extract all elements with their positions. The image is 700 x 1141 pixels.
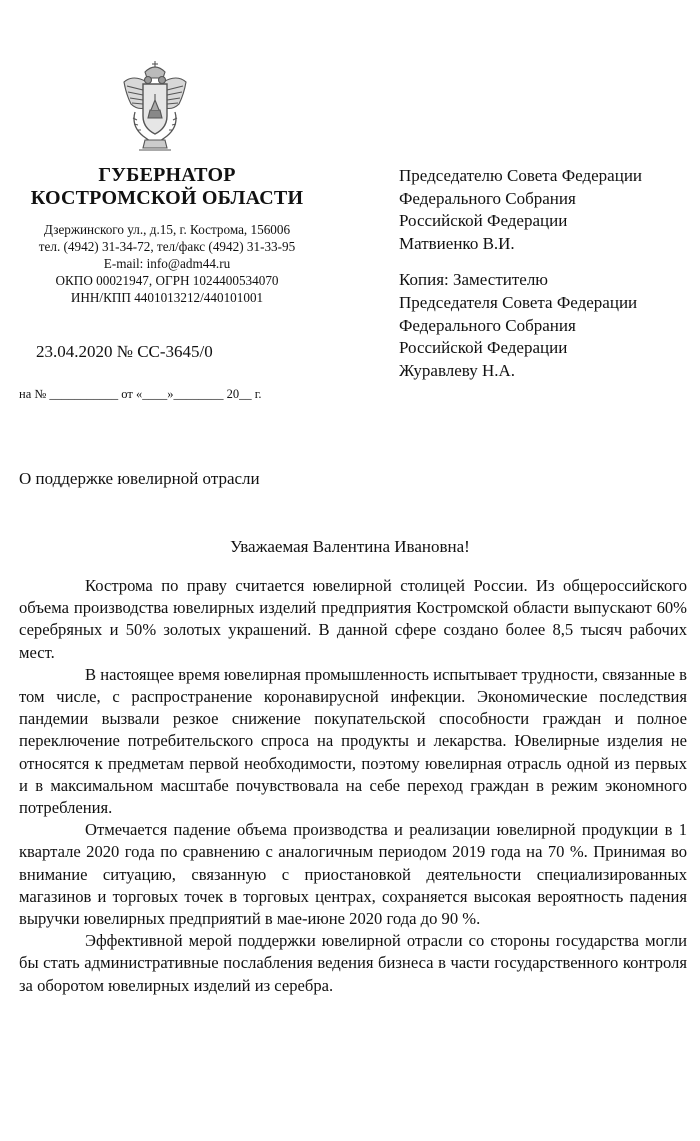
body-paragraph: Эффективной мерой поддержки ювелирной отрасли со стороны государства могли бы стать административные послабления ведения бизнеса в части государственного контроля за оборотом ювелирных изделий из серебра. <box>19 931 687 995</box>
sender-phone: тел. (4942) 31-34-72, тел/факс (4942) 31-33-95 <box>38 239 296 254</box>
body-paragraph: Кострома по праву считается ювелирной столицей России. Из общероссийского объема производства ювелирных изделий предприятия Костромской области выпускают 60% серебряных и 50% золотых украшений. В данной сфере создано более 8,5 тысяч рабочих мест. <box>19 576 687 662</box>
registration-number: 23.04.2020 № СС-3645/0 <box>36 342 213 361</box>
recipient-line: Председателю Совета Федерации <box>399 166 643 185</box>
sender-email: E-mail: info@adm44.ru <box>103 256 231 271</box>
copy-name: Журавлеву Н.А. <box>399 360 516 380</box>
copy-line: Председателя Совета Федерации <box>399 292 638 312</box>
recipient-name: Матвиенко В.И. <box>399 233 515 253</box>
coat-of-arms-icon <box>121 60 189 152</box>
salutation: Уважаемая Валентина Ивановна! <box>230 537 470 556</box>
copy-line: Российской Федерации <box>399 338 568 358</box>
sender-title-line2: КОСТРОМСКОЙ ОБЛАСТИ <box>30 187 304 209</box>
addressee-block <box>399 165 699 382</box>
body-paragraph: В настоящее время ювелирная промышленность испытывает трудности, связанные в том числе, с распространение коронавирусной инфекции. Экономические последствия пандемии вызвали резкое снижение покупательской способности граждан и полное переключение потребительского спроса на продукты и лекарства. Ювелирные изделия не относятся к предметам первой необходимости, поэтому ювелирная отрасль одной из первых и в максимальном масштабе почувствовала на себе переход граждан в режим экономного потребления. <box>19 664 687 818</box>
recipient-line: Федерального Собрания <box>399 188 576 208</box>
sender-address: Дзержинского ул., д.15, г. Кострома, 156006 <box>43 222 291 237</box>
sender-contacts <box>8 221 326 306</box>
letter-body <box>19 575 687 997</box>
addressee-spacer <box>399 255 699 269</box>
reference-line: на № ___________ от «____»________ 20__ г. <box>19 387 262 401</box>
sender-okpo: ОКПО 00021947, ОГРН 1024400534070 <box>55 273 279 288</box>
copy-line: Федерального Собрания <box>399 315 576 335</box>
copy-line: Копия: Заместителю <box>399 270 548 290</box>
recipient-line: Российской Федерации <box>399 211 568 231</box>
sender-title-line1: ГУБЕРНАТОР <box>98 164 236 186</box>
letter-subject: О поддержке ювелирной отрасли <box>19 469 260 488</box>
sender-inn: ИНН/КПП 4401013212/440101001 <box>70 290 264 305</box>
sender-header <box>8 164 326 306</box>
body-paragraph: Отмечается падение объема производства и реализации ювелирной продукции в 1 квартале 2020 года по сравнению с аналогичным периодом 2019 года на 70 %. Принимая во внимание ситуацию, связанную с приостановкой деятельности специализированных магазинов и торговых точек в торговых центрах, сохраняется высокая вероятность падения выручки ювелирных предприятий в мае-июне 2020 года до 90 %. <box>19 820 687 929</box>
